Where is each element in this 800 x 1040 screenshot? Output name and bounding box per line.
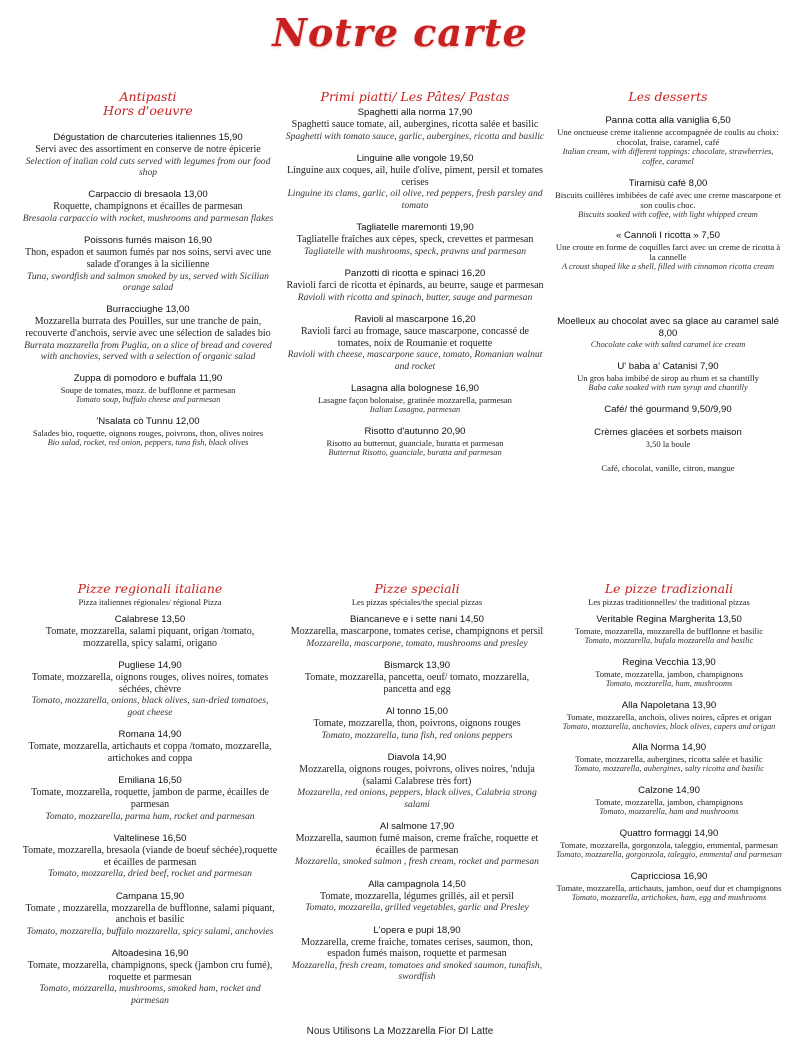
menu-item-translation: Tuna, swordfish and salmon smoked by us, served with Sicilian orange salad <box>27 270 269 293</box>
menu-item-name: Dégustation de charcuteries italiennes 15,90 <box>53 132 243 143</box>
menu-item <box>552 361 784 393</box>
page-title: Notre carte <box>272 10 528 55</box>
section-title: Primi piatti/ Les Pâtes/ Pastas <box>320 89 510 104</box>
menu-item-translation: Chocolate cake with salted caramel ice cream <box>590 340 746 350</box>
menu-item-name: U' baba a' Catanisi 7,90 <box>617 360 719 372</box>
menu-item-description: Ravioli farci de ricotta et épinards, au beurre, sauge et parmesan <box>286 280 544 291</box>
menu-item-name: Crèmes glacées et sorbets maison <box>594 426 742 438</box>
menu-item-translation: Tomato, mozzarella, parma ham, rocket and parmesan <box>45 810 255 822</box>
menu-item-name: Poissons fumés maison 16,90 <box>84 235 212 247</box>
menu-item <box>22 614 278 649</box>
menu-item-translation: Mozzarella, smoked salmon , fresh cream, rocket and parmesan <box>295 856 539 868</box>
section-title: Pizze regionali italiane <box>77 581 223 596</box>
section-title: Les desserts <box>628 89 708 104</box>
menu-item-name: Biancaneve e i sette nani 14,50 <box>350 614 484 625</box>
menu-item-description: Tagliatelle fraîches aux cèpes, speck, crevettes et parmesan <box>296 234 534 245</box>
menu-item-name: Regina Vecchia 13,90 <box>622 656 716 668</box>
menu-item <box>18 304 278 362</box>
section-title-2: Hors d'oeuvre <box>103 103 193 118</box>
menu-item-description: Servi avec des assortiment en conserve de notre épicerie <box>35 144 261 155</box>
menu-item-description: Mozzarella, creme fraiche, tomates cerises, saumon, thon, espadon fumés maison, roquette et parmesan <box>301 936 533 960</box>
menu-item-description: Tomate, mozzarella, salami piquant, origan /tomato, mozzarella, spicy salami, origano <box>45 626 255 649</box>
section-title: Antipasti <box>119 89 177 104</box>
menu-item-description: Ravioli farci au fromage, sauce mascarpone, concassé de tomates, noix de Roumanie et roquette <box>301 326 529 349</box>
menu-item-name: Panzotti di ricotta e spinaci 16,20 <box>344 268 486 279</box>
menu-item-description: Tomate, mozzarella, roquette, jambon de parme, écailles de parmesan <box>31 787 269 810</box>
menu-item-name: L'opera e pupi 18,90 <box>373 924 461 936</box>
menu-item-description: Une onctueuse creme italienne accompagnée de coulis au choix: chocolat, fraise, caramel, café <box>557 127 779 147</box>
menu-item-translation: Mozzarella, red onions, peppers, black olives, Calabria strong salami <box>297 787 537 810</box>
menu-item-description: Salades bio, roquette, oignons rouges, poivrons, thon, olives noires <box>32 428 264 439</box>
menu-item-description: Café, chocolat, vanille, citron, mangue <box>601 462 735 473</box>
menu-item-name: Carpaccio di bresaola 13,00 <box>88 189 208 201</box>
menu-item <box>548 828 790 860</box>
menu-item <box>18 189 278 224</box>
menu-item <box>18 373 278 405</box>
menu-item-translation: Tomato, mozzarella, grilled vegetables, garlic and Presley <box>305 902 529 914</box>
menu-item <box>290 660 544 695</box>
menu-item-description: Tomate, mozzarella, anchois, olives noires, câpres et origan <box>566 711 772 722</box>
menu-item-name: Quattro formaggi 14,90 <box>619 827 719 839</box>
section-pizze-speciali <box>290 582 544 983</box>
menu-item-name: Alla Napoletana 13,90 <box>621 699 717 711</box>
menu-item-description: Tomate, mozzarella, gorgonzola, taleggio, emmental, parmesan <box>560 839 778 850</box>
menu-item-description: Mozzarella, saumon fumé maison, creme fraîche, roquette et écailles de parmesan <box>295 833 539 856</box>
menu-item <box>18 132 278 178</box>
menu-item <box>290 925 544 983</box>
menu-item-translation: Ravioli with ricotta and spinach, butter, sauge and parmesan <box>297 291 533 303</box>
menu-item-translation: Tomato, mozzarella, buffalo mozzarella, spicy salami, anchovies <box>26 925 274 937</box>
menu-item-name: Risotto d'autunno 20,90 <box>364 425 466 437</box>
menu-item <box>552 178 784 220</box>
menu-item-name: Veritable Regina Margherita 13,50 <box>596 614 742 625</box>
section-pizze-tradizionali <box>548 582 790 903</box>
menu-item <box>552 404 784 416</box>
menu-item <box>552 230 784 272</box>
menu-item-description: Un gros baba imbibé de sirop au rhum et sa chantilly <box>577 372 759 383</box>
menu-item-translation: Burrata mozzarella from Puglia, on a slice of bread and covered with anchovies, served with a selection of organic salad <box>24 339 272 362</box>
menu-item-name: Capricciosa 16,90 <box>630 870 708 882</box>
menu-item-description: Tomate, mozzarella, artichauts et coppa /tomato, mozzarella, artichokes and coppa <box>28 741 272 764</box>
menu-item-name: 'Nsalata cò Tunnu 12,00 <box>96 416 200 428</box>
menu-item-name: Altoadesina 16,90 <box>111 948 189 960</box>
menu-item <box>284 222 546 257</box>
menu-item-name: Burracciughe 13,00 <box>106 304 190 316</box>
section-subtitle: Pizza italiennes régionales/ régional Pizza <box>78 597 222 607</box>
menu-item-description: Tomate, mozzarella, pancetta, oeuf/ tomato, mozzarella, pancetta and egg <box>304 672 530 695</box>
menu-item <box>18 235 278 293</box>
menu-item-name: Diavola 14,90 <box>387 752 447 764</box>
section-title: Le pizze tradizionali <box>604 581 734 596</box>
menu-item-description: Spaghetti sauce tomate, ail, aubergines, ricotta salée et basilic <box>291 119 539 130</box>
menu-item <box>548 785 790 817</box>
menu-item <box>552 463 784 473</box>
menu-item-description: Tomate, mozzarella, thon, poivrons, oignons rouges <box>313 718 521 730</box>
menu-item-name: « Cannoli I ricotta » 7,50 <box>616 230 720 242</box>
menu-item <box>18 416 278 448</box>
menu-item <box>22 948 278 1006</box>
menu-item <box>552 115 784 167</box>
menu-item-translation: Italian Lasagna, parmesan <box>369 405 461 414</box>
menu-item <box>284 268 546 303</box>
menu-item-name: Al tonno 15,00 <box>386 706 448 718</box>
menu-item-name: Ravioli al mascarpone 16,20 <box>354 314 476 325</box>
menu-item-translation: Biscuits soaked with coffee, with light whipped cream <box>578 209 758 219</box>
menu-item-translation: Tomato, mozzarella, gorgonzola, taleggio, emmental and parmesan <box>556 849 782 859</box>
menu-item <box>290 706 544 741</box>
menu-item-description: Tomate, mozzarella, oignons rouges, olives noires, tomates séchées, chèvre <box>31 672 269 695</box>
section-title: Pizze speciali <box>374 581 460 596</box>
menu-item <box>548 657 790 689</box>
menu-item-translation: Bresaola carpaccio with rocket, mushrooms and parmesan flakes <box>22 213 274 224</box>
menu-item-description: Tomate, mozzarella, légumes grillés, ail et persil <box>320 890 514 902</box>
menu-item-translation: Tomato, mozzarella, anchovies, block olives, capers and origan <box>562 721 776 731</box>
menu-item-translation: Tomato, mozzarella, mushrooms, smoked ham, rocket and parmesan <box>39 983 261 1006</box>
menu-item <box>290 821 544 868</box>
menu-item-translation: Ravioli with cheese, mascarpone sauce, tomato, Romanian walnut and rocket <box>287 349 543 372</box>
section-desserts <box>552 90 784 473</box>
menu-item <box>552 427 784 449</box>
menu-item-translation: Tomato, mozzarella, bufala mozzarella and basilic <box>584 636 754 645</box>
menu-item-translation: Mozzarella, fresh cream, tomatoes and smoked saumon, tunafish, swordfish <box>291 959 543 983</box>
menu-item <box>548 871 790 903</box>
menu-item-description: Biscuits cuillères imbibées de café avec une creme mascarpone et son coulis choc. <box>555 189 781 210</box>
menu-item <box>22 660 278 718</box>
menu-item-description: Tomate, mozzarella, jambon, champignons <box>595 797 743 808</box>
menu-item-name: Valtelinese 16,50 <box>113 832 187 844</box>
menu-item-name: Panna cotta alla vaniglia 6,50 <box>605 115 731 126</box>
menu-item <box>22 833 278 880</box>
menu-item-translation: Tomato, mozzarella, artichokes, ham, egg and mushrooms <box>571 892 767 902</box>
menu-item-description: Mozzarella, oignons rouges, poivrons, olives noires, 'nduja (salami Calabrese très fort) <box>299 764 535 787</box>
menu-item-name: Calabrese 13,50 <box>114 614 186 625</box>
menu-item-name: Lasagna alla bolognese 16,90 <box>350 383 480 394</box>
menu-item <box>548 614 790 646</box>
menu-item <box>548 742 790 774</box>
menu-item-name: Alla Norma 14,90 <box>631 742 707 754</box>
menu-item-description: Tomate, mozzarella, champignons, speck (jambon cru fumé), roquette et parmesan <box>27 960 273 983</box>
menu-item-description: Tomate, mozzarella, bresaola (viande de boeuf séchée),roquette et écailles de parmesan <box>22 844 278 868</box>
menu-item-name: Alla campagnola 14,50 <box>368 878 466 890</box>
menu-item-translation: Tomato, mozzarella, tuna fish, red onions peppers <box>321 729 513 741</box>
menu-item-translation: Tomato, mozzarella, aubergines, salty ricotta and basilic <box>573 764 765 774</box>
menu-item-description: Tomate, mozzarella, jambon, champignons <box>595 668 743 679</box>
menu-item-translation: Tomato, mozzarella, ham and mushrooms <box>599 807 739 817</box>
menu-item-description: Lasagne façon bolonaise, gratinée mozzarella, parmesan <box>318 395 512 405</box>
menu-item-translation: Tomato soup, buffalo cheese and parmesan <box>75 395 221 405</box>
menu-item-name: Al salmone 17,90 <box>379 821 455 833</box>
menu-item-description: Mozzarella, mascarpone, tomates cerise, champignons et persil <box>290 626 544 637</box>
menu-item-translation: Tagliatelle with mushrooms, speck, prawns and parmesan <box>303 245 527 257</box>
menu-item-translation: Selection of italian cold cuts served with legumes from our food shop <box>25 155 271 178</box>
menu-item-name: Linguine alle vongole 19,50 <box>356 153 474 164</box>
menu-item-description: 3,50 la boule <box>645 438 691 449</box>
menu-item <box>22 891 278 938</box>
menu-item-name: Bismarck 13,90 <box>383 660 451 671</box>
menu-item <box>22 775 278 822</box>
menu-item <box>290 614 544 649</box>
menu-item-description: Tomate, mozzarella, aubergines, ricotta salée et basilic <box>575 754 763 765</box>
menu-item-name: Romana 14,90 <box>118 729 182 741</box>
menu-item-translation: Italian cream, with different toppings: chocolate, strawberries, coffee, caramel <box>562 147 774 166</box>
menu-item-description: Une croute en forme de coquilles farci avec un creme de ricotta à la cannelle <box>555 242 781 263</box>
menu-item-translation: Tomato, mozzarella, ham, mushrooms <box>605 678 733 688</box>
menu-item-name: Moelleux au chocolat avec sa glace au caramel salé 8,00 <box>557 316 779 340</box>
menu-item <box>284 153 546 211</box>
menu-item-name: Pugliese 14,90 <box>118 660 182 672</box>
menu-item-description: Tomate, mozzarella, mozzarella de bufflonne et basilic <box>574 626 764 636</box>
menu-item-description: Roquette, champignons et écailles de parmesan <box>53 201 243 213</box>
menu-item-translation: A croust shaped like a shell, filled with cinnamon ricotta cream <box>561 262 775 272</box>
section-antipasti <box>18 90 278 448</box>
menu-item-translation: Mozzarella, mascarpone, tomato, mushrooms and presley <box>306 637 528 649</box>
menu-item <box>284 383 546 415</box>
menu-item <box>548 700 790 732</box>
menu-item-name: Café/ thé gourmand 9,50/9,90 <box>604 403 732 415</box>
menu-item-name: Campana 15,90 <box>115 890 185 902</box>
section-pizze-regionali <box>22 582 278 1006</box>
menu-item-translation: Tomato, mozzarella, dried beef, rocket and parmesan <box>48 868 252 880</box>
menu-item-name: Emiliana 16,50 <box>118 775 182 787</box>
menu-item-name: Tiramisù café 8,00 <box>628 177 708 189</box>
menu-item <box>284 107 546 142</box>
menu-item <box>284 314 546 372</box>
menu-item <box>22 729 278 764</box>
menu-item-description: Risotto au butternut, guanciale, buratta et parmesan <box>326 437 504 448</box>
menu-item-description: Tomate , mozzarella, mozzarella de bufflonne, salami piquant, anchois et basilic <box>25 902 275 926</box>
menu-item-description: Linguine aux coques, ail, huile d'olive, piment, persil et tomates cerises <box>287 165 543 188</box>
menu-item-description: Thon, espadon et saumon fumés par nos soins, servi avec une salade d'oranges à la sicilienne <box>24 247 272 270</box>
menu-item-description: Soupe de tomates, mozz. de bufflonne et parmesan <box>60 385 236 396</box>
menu-item-translation: Linguine its clams, garlic, oil olive, red peppers, fresh parsley and tomato <box>287 188 543 211</box>
section-subtitle: Les pizzas traditionnelles/ the traditional pizzas <box>588 597 750 607</box>
menu-item-translation: Butternut Risotto, guanciale, buratta and parmesan <box>328 447 502 457</box>
menu-item <box>552 316 784 350</box>
section-primi <box>284 90 546 458</box>
menu-item <box>284 426 546 458</box>
footer-note: Nous Utilisons La Mozzarella Fior DI Latte <box>306 1026 494 1037</box>
menu-item <box>290 752 544 810</box>
menu-item <box>290 879 544 914</box>
menu-item-name: Calzone 14,90 <box>638 785 700 797</box>
menu-item-translation: Tomato, mozzarella, onions, black olives, sun-dried tomatoes, goat cheese <box>31 695 269 718</box>
menu-item-description: Mozzarella burrata des Pouilles, sur une tranche de pain, recouverte d'anchois, servie avec une sélection de salades bio <box>25 316 271 339</box>
menu-item-translation: Spaghetti with tomato saucе, garlic, aubergines, ricotta and basilic <box>285 130 545 142</box>
menu-item-name: Zuppa di pomodoro e buffala 11,90 <box>73 373 223 385</box>
menu-item-name: Spaghetti alla norma 17,90 <box>357 107 473 118</box>
menu-item-translation: Bio salad, rocket, red onion, peppers, tuna fish, black olives <box>47 438 249 448</box>
menu-item-translation: Baba cake soaked with rum syrup and chantilly <box>588 382 748 392</box>
menu-item-name: Tagliatelle maremonti 19,90 <box>356 222 474 233</box>
section-subtitle: Les pizzas spéciales/the special pizzas <box>351 597 483 607</box>
menu-item-description: Tomate, mozzarella, artichauts, jambon, oeuf dur et champignons <box>556 882 782 893</box>
